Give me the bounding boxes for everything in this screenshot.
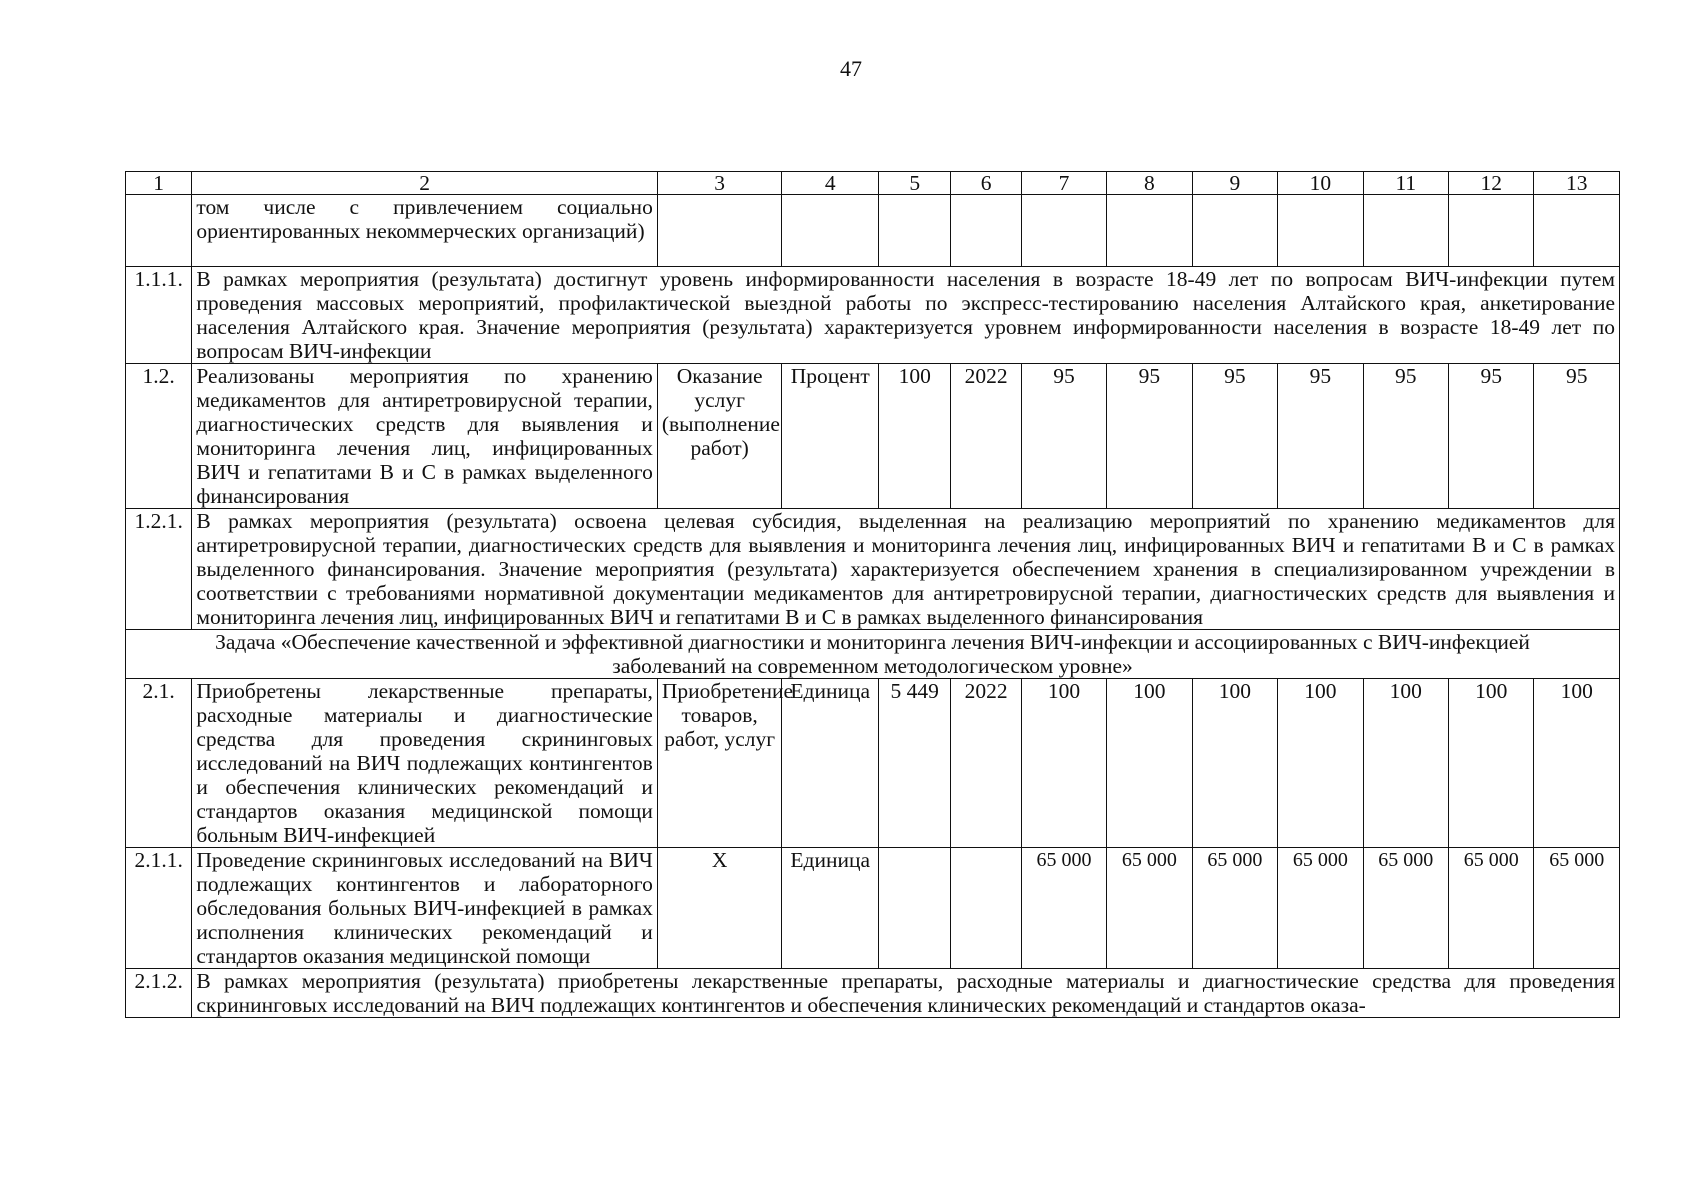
empty-cell — [1363, 195, 1448, 267]
base-value-cell — [879, 848, 951, 969]
result-description-cell: В рамках мероприятия (результата) приобретены лекарственные препараты, расходные материалы и диагностические средства для проведения скрининговых исследований на ВИЧ подлежащих контингентов и обеспечения клинических рекомендаций и стандартов оказа- — [192, 969, 1620, 1018]
table-row — [126, 969, 1620, 1018]
column-number: 7 — [1021, 172, 1106, 195]
empty-cell — [1534, 195, 1620, 267]
unit-cell: Единица — [782, 848, 879, 969]
value-cell: 95 — [1534, 364, 1620, 509]
table-row — [126, 848, 1620, 969]
column-number: 10 — [1278, 172, 1363, 195]
row-number-cell: 1.2. — [126, 364, 192, 509]
value-cell: 95 — [1363, 364, 1448, 509]
empty-cell — [1192, 195, 1277, 267]
base-year-cell — [951, 848, 1021, 969]
result-description-cell: В рамках мероприятия (результата) достигнут уровень информированности населения в возрасте 18-49 лет по вопросам ВИЧ-инфекции путем проведения массовых мероприятий, профилактической выездной работы по экспресс-тестированию населения Алтайского края, анкетирование населения Алтайского края. Значение мероприятия (результата) характеризуется уровнем информированности населения в возрасте 18-49 лет по вопросам ВИЧ-инфекции — [192, 267, 1620, 364]
column-number: 4 — [782, 172, 879, 195]
column-number: 3 — [657, 172, 782, 195]
row-name-cell: том числе с привлечением социально ориентированных некоммерческих организаций) — [192, 195, 657, 267]
task-title-cell: Задача «Обеспечение качественной и эффективной диагностики и мониторинга лечения ВИЧ-инфекции и ассоциированных с ВИЧ-инфекцией заболеваний на современном методологическом уровне» — [126, 630, 1620, 679]
value-cell: 95 — [1278, 364, 1363, 509]
row-number-cell: 1.1.1. — [126, 267, 192, 364]
empty-cell — [1449, 195, 1534, 267]
table-row — [126, 195, 1620, 267]
table-row — [126, 364, 1620, 509]
activity-type-cell: Приобретение товаров, работ, услуг — [657, 679, 782, 848]
empty-cell — [782, 195, 879, 267]
table-row — [126, 509, 1620, 630]
column-number: 11 — [1363, 172, 1448, 195]
table-row — [126, 267, 1620, 364]
value-cell: 65 000 — [1449, 848, 1534, 969]
column-number: 12 — [1449, 172, 1534, 195]
row-name-cell: Проведение скрининговых исследований на ВИЧ подлежащих контингентов и лабораторного обследования больных ВИЧ-инфекцией в рамках исполнения клинических рекомендаций и стандартов оказания медицинской помощи — [192, 848, 657, 969]
column-number: 2 — [192, 172, 657, 195]
row-name-cell: Приобретены лекарственные препараты, расходные материалы и диагностические средства для проведения скрининговых исследований на ВИЧ подлежащих контингентов и обеспечения клинических рекомендаций и стандартов оказания медицинской помощи больным ВИЧ-инфекцией — [192, 679, 657, 848]
empty-cell — [1278, 195, 1363, 267]
empty-cell — [879, 195, 951, 267]
value-cell: 65 000 — [1107, 848, 1192, 969]
value-cell: 65 000 — [1363, 848, 1448, 969]
row-number-cell — [126, 195, 192, 267]
value-cell: 95 — [1021, 364, 1106, 509]
result-description-cell: В рамках мероприятия (результата) освоена целевая субсидия, выделенная на реализацию мероприятий по хранению медикаментов для антиретровирусной терапии, диагностических средств для выявления и мониторинга лечения лиц, инфицированных ВИЧ и гепатитами В и С в рамках выделенного финансирования. Значение мероприятия (результата) характеризуется обеспечением хранения в специализированном учреждении в соответствии с требованиями нормативной документации медикаментов для антиретровирусной терапии, диагностических средств для выявления и мониторинга лечения лиц, инфицированных ВИЧ и гепатитами В и С в рамках выделенного финансирования — [192, 509, 1620, 630]
page-number: 47 — [840, 56, 862, 81]
value-cell: 95 — [1192, 364, 1277, 509]
value-cell: 100 — [1107, 679, 1192, 848]
indicators-table — [125, 171, 1620, 1018]
value-cell: 100 — [1534, 679, 1620, 848]
value-cell: 95 — [1107, 364, 1192, 509]
column-number: 6 — [951, 172, 1021, 195]
value-cell: 65 000 — [1278, 848, 1363, 969]
empty-cell — [657, 195, 782, 267]
empty-cell — [1021, 195, 1106, 267]
activity-type-cell: Х — [657, 848, 782, 969]
column-number: 9 — [1192, 172, 1277, 195]
row-number-cell: 2.1. — [126, 679, 192, 848]
row-number-cell: 2.1.2. — [126, 969, 192, 1018]
row-number-cell: 1.2.1. — [126, 509, 192, 630]
row-name-cell: Реализованы мероприятия по хранению медикаментов для антиретровирусной терапии, диагностических средств для выявления и мониторинга лечения лиц, инфицированных ВИЧ и гепатитами В и С в рамках выделенного финансирования — [192, 364, 657, 509]
base-value-cell: 5 449 — [879, 679, 951, 848]
column-number: 1 — [126, 172, 192, 195]
value-cell: 65 000 — [1534, 848, 1620, 969]
value-cell: 65 000 — [1021, 848, 1106, 969]
activity-type-cell: Оказание услуг (выполнение работ) — [657, 364, 782, 509]
base-year-cell: 2022 — [951, 364, 1021, 509]
value-cell: 65 000 — [1192, 848, 1277, 969]
unit-cell: Процент — [782, 364, 879, 509]
table-row — [126, 679, 1620, 848]
task-row — [126, 630, 1620, 679]
column-number: 13 — [1534, 172, 1620, 195]
value-cell: 100 — [1192, 679, 1277, 848]
value-cell: 100 — [1363, 679, 1448, 848]
value-cell: 100 — [1021, 679, 1106, 848]
empty-cell — [1107, 195, 1192, 267]
value-cell: 100 — [1278, 679, 1363, 848]
unit-cell: Единица — [782, 679, 879, 848]
base-year-cell: 2022 — [951, 679, 1021, 848]
base-value-cell: 100 — [879, 364, 951, 509]
value-cell: 95 — [1449, 364, 1534, 509]
column-number: 5 — [879, 172, 951, 195]
empty-cell — [951, 195, 1021, 267]
value-cell: 100 — [1449, 679, 1534, 848]
column-number: 8 — [1107, 172, 1192, 195]
column-number-header-row — [126, 172, 1620, 195]
row-number-cell: 2.1.1. — [126, 848, 192, 969]
